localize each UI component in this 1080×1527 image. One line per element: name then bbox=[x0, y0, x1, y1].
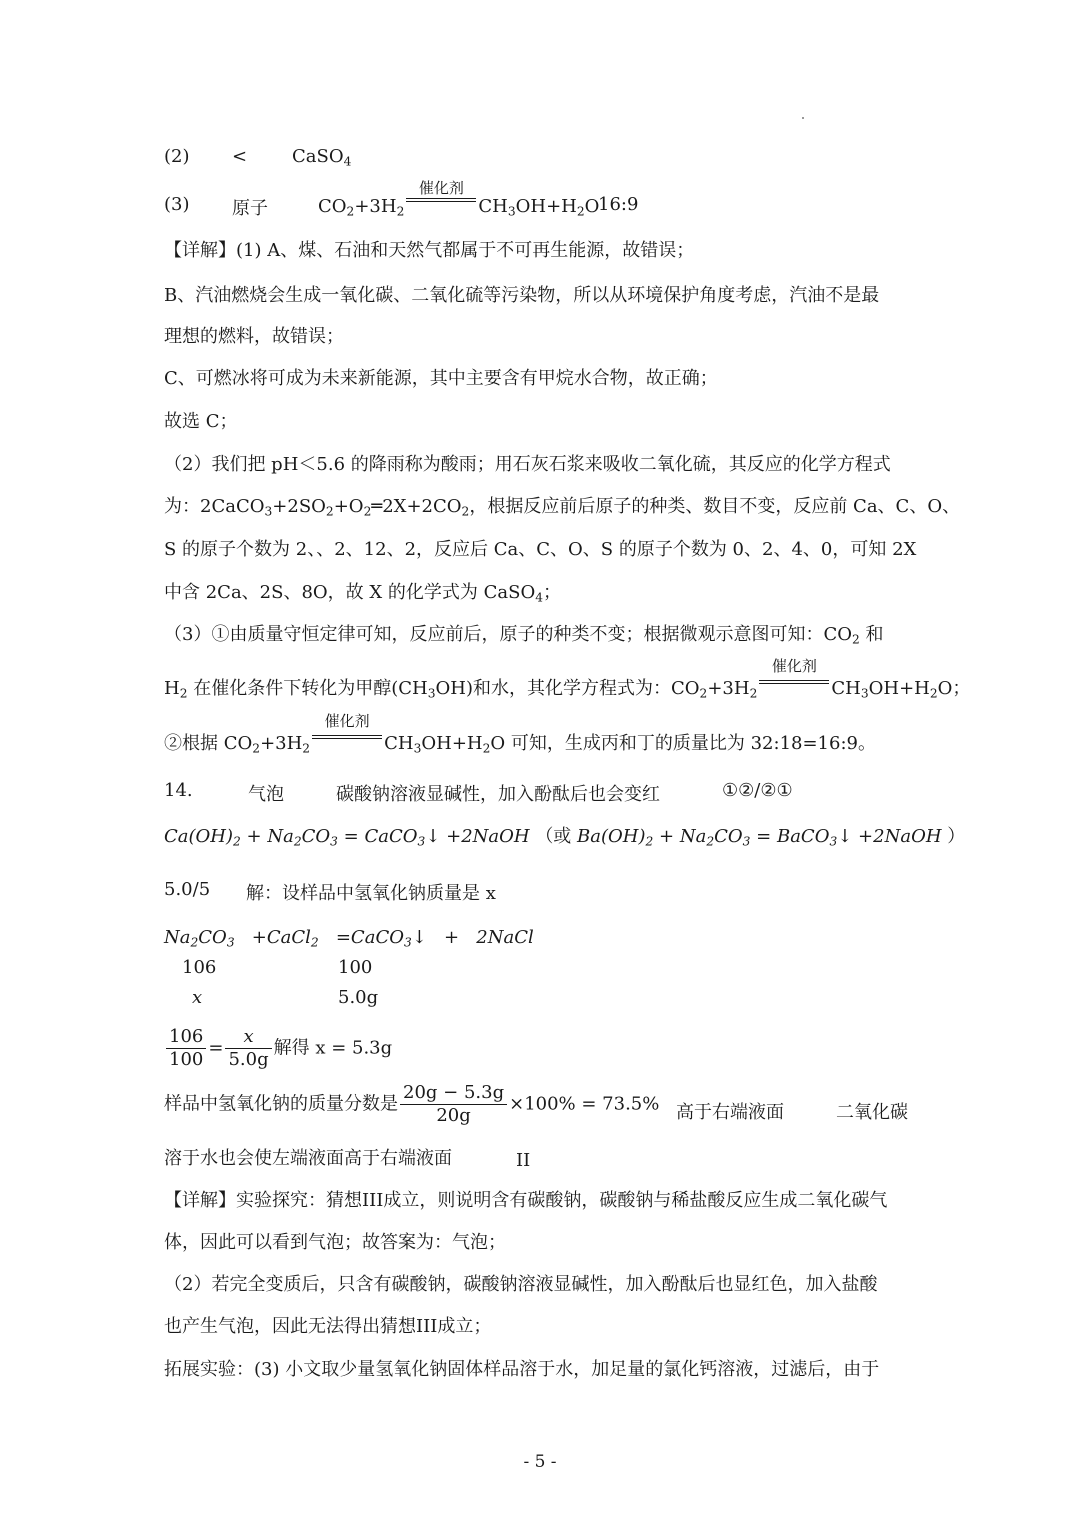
detail-2-line-4: 也产生气泡，因此无法得出猜想III成立； bbox=[164, 1316, 492, 1337]
q14-answer-1: 气泡 bbox=[248, 784, 284, 805]
answer-3-word: 原子 bbox=[232, 198, 268, 219]
q14-molar-mass-1: 106 bbox=[182, 957, 217, 978]
answer-3-equation: $CO_2+3H_2$ 催化剂 $CH_3OH+H_2O$ bbox=[318, 179, 600, 219]
q14-answer-7: II bbox=[516, 1150, 531, 1171]
q14-answer-6-cont: 溶于水也会使左端液面高于右端液面 bbox=[164, 1148, 452, 1169]
detail-2-line-1: 【详解】实验探究：猜想III成立，则说明含有碳酸钠，碳酸钠与稀盐酸反应生成二氧化碳气 bbox=[164, 1190, 888, 1211]
answer-3-number: (3) bbox=[164, 194, 190, 215]
catalyst-arrow: 催化剂 bbox=[759, 676, 829, 694]
scan-speck bbox=[802, 117, 804, 119]
detail-1-line-7: 为：$2CaCO_3+2SO_2+O_2═2X+2CO_2$，根据反应前后原子的种类、数目不变，反应前 Ca、C、O、 bbox=[164, 496, 961, 519]
q14-answer-4: 5.0/5 bbox=[164, 879, 211, 900]
page-number: - 5 - bbox=[523, 1452, 557, 1472]
catalyst-arrow: 催化剂 bbox=[406, 194, 476, 212]
answer-2-number: (2) bbox=[164, 146, 190, 167]
answer-2-comparison: < bbox=[232, 146, 248, 167]
detail-1-line-8: S 的原子个数为 2、、2、12、2，反应后 Ca、C、O、S 的原子个数为 0、2、4、0，可知 2X bbox=[164, 539, 917, 560]
detail-1-line-6: （2）我们把 pH＜5.6 的降雨称为酸雨；用石灰石浆来吸收二氧化硫，其反应的化学方程式 bbox=[164, 454, 891, 475]
q14-mass-fraction: 样品中氢氧化钠的质量分数是 $\frac{20g - 5.3g}{20g}$ ×100% = 73.5% bbox=[164, 1082, 660, 1126]
q14-number: 14. bbox=[164, 780, 193, 801]
catalyst-arrow: 催化剂 bbox=[312, 731, 382, 749]
q14-molar-mass-2: 100 bbox=[338, 957, 373, 978]
detail-1-line-12: ②根据 $CO_2+3H_2$ 催化剂 $CH_3OH+H_2O$ 可知，生成丙和丁的质量比为 32:18=16:9。 bbox=[164, 712, 876, 756]
answer-3-ratio: 16:9 bbox=[598, 194, 639, 215]
detail-2-line-2: 体，因此可以看到气泡；故答案为：气泡； bbox=[164, 1232, 506, 1253]
q14-proportion: $\frac{106}{100}$ = $\frac{x}{5.0g}$ 解得 x = 5.3g bbox=[164, 1028, 392, 1069]
detail-1-line-3: 理想的燃料，故错误； bbox=[164, 326, 344, 347]
q14-reaction: $Na_2CO_3$ +CaCl$_2$ =CaCO$_3$↓ + 2NaCl bbox=[164, 927, 534, 950]
detail-2-line-3: （2）若完全变质后，只含有碳酸钠，碳酸钠溶液显碱性，加入酚酞后也显红色，加入盐酸 bbox=[164, 1274, 878, 1295]
detail-1-line-4: C、可燃冰将可成为未来新能源，其中主要含有甲烷水合物，故正确； bbox=[164, 368, 718, 389]
q14-solve-intro: 解：设样品中氢氧化钠质量是 x bbox=[246, 883, 496, 904]
answer-2-formula: CaSO$_4$ bbox=[292, 146, 352, 169]
q14-answer-5: 高于右端液面 bbox=[676, 1102, 784, 1123]
q14-answer-2: 碳酸钠溶液显碱性，加入酚酞后也会变红 bbox=[336, 784, 660, 805]
detail-1-line-10: （3）①由质量守恒定律可知，反应前后，原子的种类不变；根据微观示意图可知：$CO_2$ 和 bbox=[164, 624, 884, 647]
q14-answer-3: ①②/②① bbox=[722, 780, 793, 801]
detail-1-line-5: 故选 C； bbox=[164, 411, 238, 432]
detail-1-line-1: 【详解】(1) A、煤、石油和天然气都属于不可再生能源，故错误； bbox=[164, 240, 695, 261]
q14-known-mass: 5.0g bbox=[338, 987, 379, 1008]
detail-1-line-11: $H_2$ 在催化条件下转化为甲醇$(CH_3OH)$和水，其化学方程式为：$CO_2+3H_2$ 催化剂 $CH_3OH+H_2O$； bbox=[164, 657, 971, 701]
q14-unknown-mass: x bbox=[192, 987, 203, 1008]
q14-answer-6: 二氧化碳 bbox=[836, 1102, 908, 1123]
q14-equation: $Ca(OH)_2 + Na_2CO_3$ = CaCO$_3$↓ +2NaOH （或 $Ba(OH)_2 + Na_2CO_3$ = BaCO$_3$↓ +2NaOH ） bbox=[164, 826, 966, 849]
detail-1-line-9: 中含 2Ca、2S、8O，故 X 的化学式为 CaSO$_4$； bbox=[164, 582, 562, 605]
detail-1-line-2: B、汽油燃烧会生成一氧化碳、二氧化硫等污染物，所以从环境保护角度考虑，汽油不是最 bbox=[164, 285, 880, 306]
detail-2-line-5: 拓展实验：(3) 小文取少量氢氧化钠固体样品溶于水，加足量的氯化钙溶液，过滤后，由于 bbox=[164, 1359, 880, 1380]
